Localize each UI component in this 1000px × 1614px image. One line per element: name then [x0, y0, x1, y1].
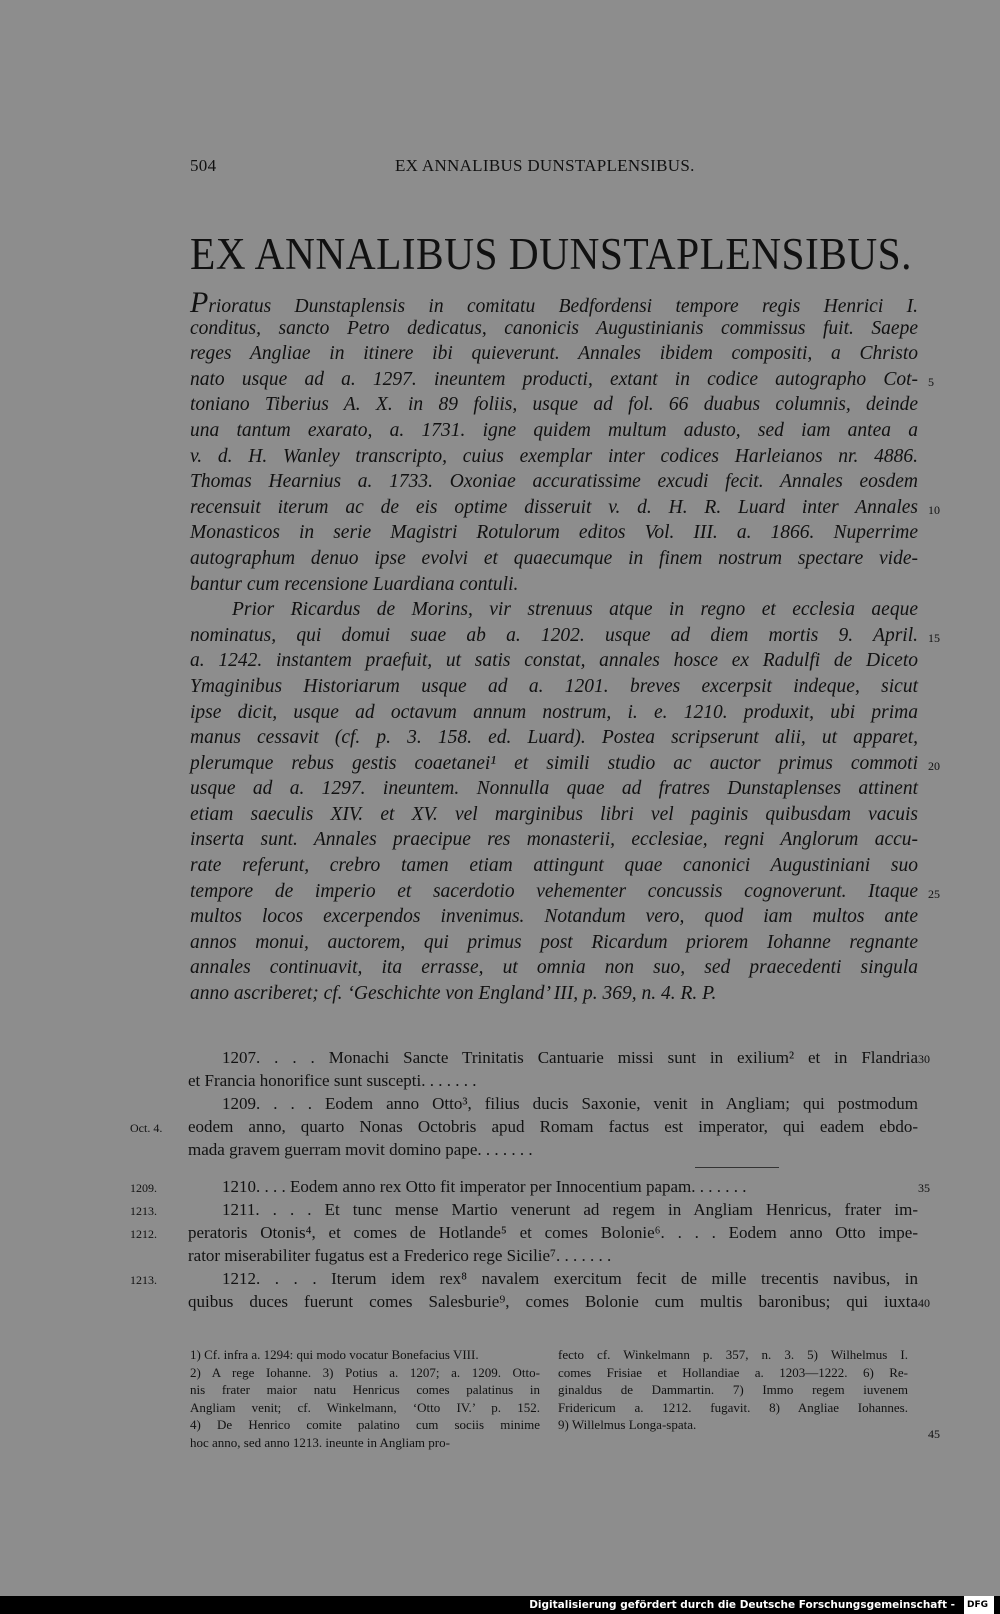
intro-line [190, 674, 918, 700]
intro-line-text: Prior Ricardus de Morins, vir strenuus atque in regno et ecclesia aeque [232, 599, 918, 621]
intro-line-text: ipse dicit, usque ad octavum annum nostrum, i. e. 1210. produxit, ubi prima [190, 701, 918, 723]
footnote-line: 2) A rege Iohanne. 3) Potius a. 1207; a. 1209. Otto- [190, 1364, 540, 1380]
intro-line-text: v. d. H. Wanley transcripto, cuius exemplar inter codices Harleianos nr. 4886. [190, 445, 918, 467]
annals-block-1 [130, 1046, 930, 1161]
annal-line-text: 1212. . . . Iterum idem rex⁸ navalem exercitum fecit de mille trecentis navibus, in [222, 1269, 918, 1288]
footer-text: Digitalisierung gefördert durch die Deutsche Forschungsgemeinschaft - [529, 1599, 955, 1611]
intro-line [190, 418, 918, 444]
intro-line [190, 546, 918, 572]
intro-line-text: rate referunt, crebro tamen etiam attingunt quae canonici Augustiniani suo [190, 855, 918, 877]
intro-line-text: annales continuavit, ita errasse, ut omnia non suo, sed praecedenti singula [190, 957, 918, 979]
annal-line-text: 1211. . . . Et tunc mense Martio venerunt ad regem in Angliam Henricus, frater im- [222, 1200, 918, 1219]
annal-line [130, 1175, 930, 1198]
separator-rule [130, 1161, 920, 1175]
intro-line-text: toniano Tiberius A. X. in 89 foliis, usque ad fol. 66 duabus columnis, deinde [190, 394, 918, 416]
intro-line [190, 751, 940, 777]
intro-line-text: Ymaginibus Historiarum usque ad a. 1201. breves excerpsit indeque, sicut [190, 675, 918, 697]
intro-line [190, 597, 918, 623]
annal-line [130, 1092, 920, 1115]
intro-line-text: usque ad a. 1297. ineuntem. Nonnulla quae ad fratres Dunstaplenses attinent [190, 778, 918, 800]
margin-date: 1209. [130, 1181, 157, 1195]
annals-block-2 [130, 1175, 930, 1313]
margin-date: 1213. [130, 1204, 157, 1218]
annal-line [130, 1069, 920, 1092]
intro-line [190, 648, 918, 674]
intro-line [190, 469, 918, 495]
annal-line-text: eodem anno, quarto Nonas Octobris apud Romam factus est imperator, qui eadem ebdo- [188, 1117, 918, 1136]
intro-line-text: Thomas Hearnius a. 1733. Oxoniae accuratissime excudi fecit. Annales eosdem [190, 471, 918, 493]
annal-line [130, 1221, 920, 1244]
intro-line [190, 286, 918, 319]
intro-line [190, 776, 918, 802]
annal-line-text: mada gravem guerram movit domino pape. . . . . . . [188, 1140, 533, 1159]
intro-line-text: multos locos excerpendos invenimus. Notandum vero, quod iam multos ante [190, 906, 918, 928]
intro-line [190, 444, 918, 470]
line-number: 25 [928, 886, 940, 901]
annals-text [130, 1046, 930, 1313]
intro-line-text: anno ascriberet; cf. ‘Geschichte von England’ III, p. 369, n. 4. R. P. [190, 983, 717, 1005]
margin-date: 1212. [130, 1227, 157, 1241]
margin-date: 1213. [130, 1273, 157, 1287]
intro-line [190, 392, 918, 418]
footnote-line: Fridericum a. 1212. fugavit. 8) Angliae Iohannes. [558, 1399, 908, 1415]
intro-line-text: una tantum exarato, a. 1731. igne quidem multum adusto, sed iam antea a [190, 419, 918, 441]
intro-line-text: manus cessavit (cf. p. 3. 158. ed. Luard). Postea scripserunt alii, ut apparet, [190, 727, 918, 749]
intro-line [190, 853, 918, 879]
annal-line-text: quibus duces fuerunt comes Salesburie⁹, comes Bolonie cum multis baronibus; qui iuxta [188, 1292, 918, 1311]
drop-cap: P [190, 286, 209, 319]
line-number: 35 [918, 1181, 930, 1195]
line-number: 30 [918, 1052, 930, 1066]
annal-line [130, 1046, 930, 1069]
digitization-footer [0, 1596, 1000, 1614]
intro-line [190, 341, 918, 367]
footnote-line: ginaldus de Dammartin. 7) Immo regem iuvenem [558, 1382, 908, 1397]
line-number: 40 [918, 1296, 930, 1310]
intro-line [190, 520, 918, 546]
annal-line-text: rator miserabiliter fugatus est a Frederico rege Sicilie⁷. . . . . . . [188, 1246, 612, 1265]
intro-line [190, 930, 918, 956]
footnote-line: Angliam venit; cf. Winkelmann, ‘Otto IV.’ p. 152. [190, 1399, 540, 1415]
intro-line [190, 725, 918, 751]
annal-line-text: et Francia honorifice sunt suscepti. . . . . . . [188, 1071, 477, 1090]
intro-line-text: inserta sunt. Annales praecipue res monasterii, ecclesiae, regni Anglorum accu- [190, 829, 918, 851]
intro-line [190, 802, 918, 828]
line-number: 20 [928, 758, 940, 773]
dfg-logo: DFG [964, 1596, 994, 1614]
intro-line [190, 495, 940, 521]
intro-line-text: nominatus, qui domui suae ab a. 1202. usque ad diem mortis 9. April. [190, 624, 918, 646]
intro-line-text: rioratus Dunstaplensis in comitatu Bedfordensi tempore regis Henrici I. [208, 296, 918, 317]
annal-line-text: 1210. . . . Eodem anno rex Otto fit imperator per Innocentium papam. . . . . . . [222, 1177, 747, 1196]
margin-date: Oct. 4. [130, 1121, 163, 1135]
annal-line-text: 1209. . . . Eodem anno Otto³, filius ducis Saxonie, venit in Angliam; qui postmodum [222, 1094, 918, 1113]
intro-line-text: conditus, sancto Petro dedicatus, canonicis Augustinianis commissus fuit. Saepe [190, 317, 918, 339]
annal-line [130, 1138, 920, 1161]
footnote-line: comes Frisiae et Hollandiae a. 1203—1222. 6) Re- [558, 1364, 908, 1380]
intro-line-text: autographum denuo ipse evolvi et quaecumque in finem nostrum spectare vide- [190, 547, 918, 569]
intro-line-text: recensuit iterum ac de eis optime disseruit v. d. H. R. Luard inter Annales [190, 496, 918, 518]
footnote-line: nis frater maior natu Henricus comes palatinus in [190, 1382, 540, 1397]
footnote-line: hoc anno, sed anno 1213. ineunte in Angliam pro- [190, 1434, 450, 1450]
annal-line [130, 1244, 920, 1267]
running-title: EX ANNALIBUS DUNSTAPLENSIBUS. [395, 156, 695, 175]
intro-line-text: etiam saeculis XIV. et XV. vel marginibus libri vel paginis quibusdam vacuis [190, 803, 918, 825]
intro-line [190, 955, 918, 981]
annal-line-text: peratoris Otonis⁴, et comes de Hotlande⁵ et comes Bolonie⁶. . . . Eodem anno Otto impe- [188, 1223, 918, 1242]
intro-line-text: a. 1242. instantem praefuit, ut satis constat, annales hosce ex Radulfi de Diceto [190, 650, 918, 672]
intro-line [190, 316, 918, 342]
footnotes-left-column [190, 1346, 540, 1451]
introduction [190, 286, 940, 1007]
annal-line [130, 1198, 920, 1221]
line-number: 5 [928, 374, 934, 389]
intro-line [190, 700, 918, 726]
intro-line-text: Monasticos in serie Magistri Rotulorum editos Vol. III. a. 1866. Nuperrime [190, 522, 918, 544]
intro-line [190, 981, 918, 1007]
intro-line-text: tempore de imperio et sacerdotio vehementer concussis cognoverunt. Itaque [190, 880, 918, 902]
line-number: 10 [928, 502, 940, 517]
intro-line-text: nato usque ad a. 1297. ineuntem producti, extant in codice autographo Cot- [190, 368, 918, 390]
intro-line [190, 572, 918, 598]
page-number: 504 [190, 156, 217, 175]
annal-line [130, 1290, 930, 1313]
intro-line-text: bantur cum recensione Luardiana contuli. [190, 573, 519, 595]
intro-line [190, 623, 940, 649]
section-title: EX ANNALIBUS DUNSTAPLENSIBUS. [190, 229, 912, 279]
intro-line-text: plerumque rebus gestis coaetanei¹ et simili studio ac auctor primus commoti [190, 752, 918, 774]
intro-line [190, 879, 940, 905]
intro-line [190, 904, 918, 930]
footnote-line: 1) Cf. infra a. 1294: qui modo vocatur Bonefacius VIII. [190, 1347, 479, 1362]
annal-line-text: 1207. . . . Monachi Sancte Trinitatis Cantuarie missi sunt in exilium² et in Flandria [222, 1048, 918, 1067]
annal-line [130, 1115, 920, 1138]
intro-line-text: reges Angliae in itinere ibi quieverunt. Annales ibidem compositi, a Christo [190, 343, 918, 365]
line-number: 15 [928, 630, 940, 645]
footnote-line: 4) De Henrico comite palatino cum sociis minime [190, 1417, 540, 1432]
intro-line-text: annos monui, auctorem, qui primus post Ricardum priorem Iohanne regnante [190, 931, 918, 953]
intro-line [190, 827, 918, 853]
footnote-line: 9) Willelmus Longa-spata. [558, 1417, 697, 1432]
footnote-line: fecto cf. Winkelmann p. 357, n. 3. 5) Wilhelmus I. [558, 1347, 908, 1362]
footnotes-right-column [558, 1346, 908, 1434]
intro-line [190, 367, 934, 393]
annal-line [130, 1267, 920, 1290]
line-number: 45 [928, 1427, 940, 1441]
